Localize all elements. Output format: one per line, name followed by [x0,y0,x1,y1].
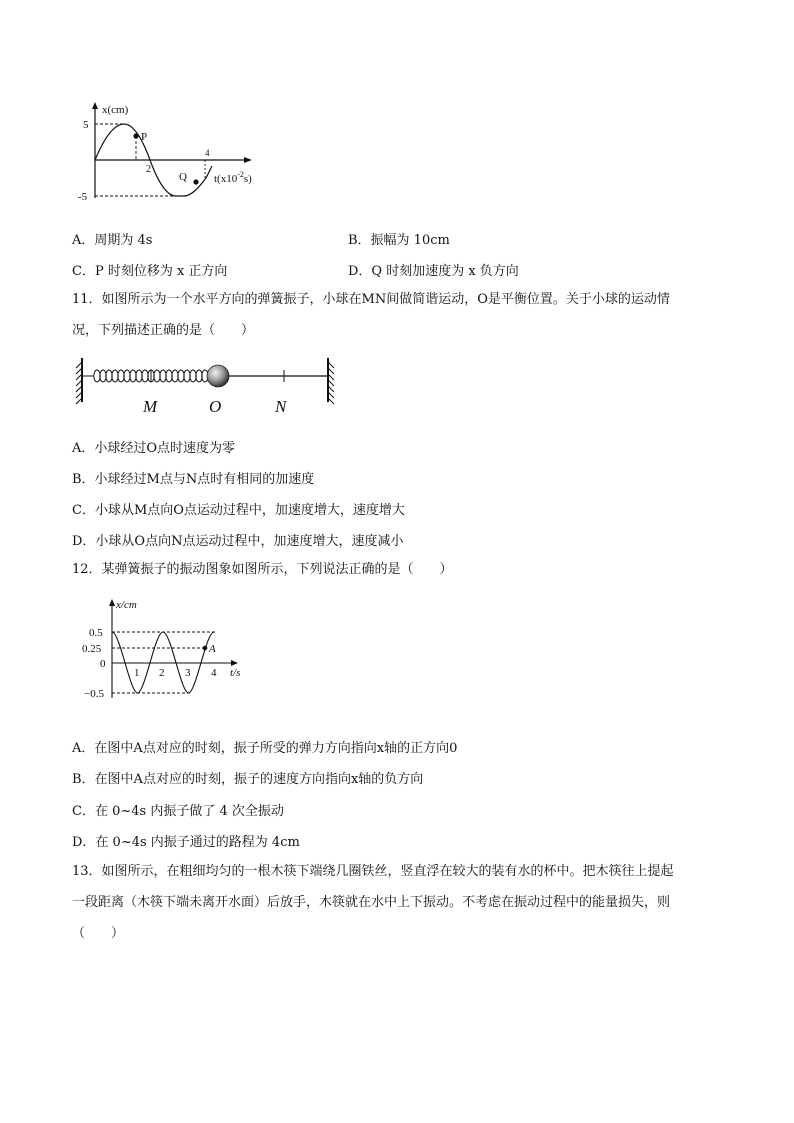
q11-option-b[interactable]: B．小球经过M点与N点时有相同的加速度 [72,472,315,487]
q12-tick-3: 3 [185,667,191,679]
q10-tick-2: 2 [146,164,151,175]
q11-stem-line1: 11．如图所示为一个水平方向的弹簧振子，小球在MN间做简谐运动，O是平衡位置。关于小球的运动情 [72,292,670,307]
q12-y-axis-label: x/cm [116,599,137,611]
q12-tick-0: 0 [100,658,106,670]
q10-option-a[interactable]: A．周期为 4s [72,233,153,248]
q10-tick-4: 4 [205,148,210,158]
q12-stem: 12．某弹簧振子的振动图象如图所示，下列说法正确的是（ ） [72,562,453,577]
q12-option-c[interactable]: C．在 0~4s 内振子做了 4 次全振动 [72,804,284,819]
q10-option-c[interactable]: C．P 时刻位移为 x 正方向 [72,264,228,279]
q11-ball [207,365,229,387]
q10-option-b[interactable]: B．振幅为 10cm [348,233,450,248]
q11-label-o: O [209,397,222,416]
q12-point-a-label: A [209,643,216,655]
q12-xt-graph [80,596,252,706]
q13-stem-line3: （ ） [72,926,125,941]
q10-x-arrow [244,157,252,163]
q11-option-a[interactable]: A．小球经过O点时速度为零 [72,441,236,456]
q12-option-a[interactable]: A．在图中A点对应的时刻，振子所受的弹力方向指向x轴的正方向0 [72,741,458,756]
q13-stem-line1: 13．如图所示，在粗细均匀的一根木筷下端绕几圈铁丝，竖直浮在较大的装有水的杯中。把木筷往上提起 [72,864,674,879]
q11-label-n: N [275,397,287,416]
q12-tick-025: 0.25 [82,643,102,655]
q12-point-a-dot [203,646,208,651]
q10-point-p-dot [133,133,138,138]
q12-tick-neg05: −0.5 [84,688,104,700]
q10-tick-5: 5 [83,119,89,131]
q12-option-b[interactable]: B．在图中A点对应的时刻，振子的速度方向指向x轴的负方向 [72,772,424,787]
q12-y-arrow [109,599,115,606]
q10-y-axis-label: x(cm) [102,104,129,116]
q11-label-m: M [143,397,158,416]
q10-option-d[interactable]: D．Q 时刻加速度为 x 负方向 [348,264,519,279]
q12-tick-2: 2 [159,667,165,679]
q10-y-arrow [92,102,98,109]
q10-point-q-label: Q [179,171,187,183]
q13-stem-line2: 一段距离（木筷下端未离开水面）后放手，木筷就在水中上下振动。不考虑在振动过程中的能量损失，则 [72,895,671,910]
q11-option-c[interactable]: C．小球从M点向O点运动过程中，加速度增大，速度增大 [72,503,405,518]
q12-x-axis-label: t/s [230,667,241,679]
q10-x-axis-label: $t(x10^{-2}s)$ [214,170,252,185]
q10-xt-graph [72,100,292,212]
q11-spring-oscillator [72,354,350,420]
q11-stem-line2: 况，下列描述正确的是（ ） [72,323,255,338]
q12-x-arrow [231,660,238,666]
q12-option-d[interactable]: D．在 0~4s 内振子通过的路程为 4cm [72,835,300,850]
q10-tick-neg5: -5 [78,191,88,203]
q12-tick-1: 1 [134,667,140,679]
q11-spring [82,370,208,382]
q12-tick-4: 4 [211,667,217,679]
q10-point-q-dot [193,179,198,184]
q10-point-p-label: P [141,131,148,143]
q12-tick-05: 0.5 [89,627,103,639]
q11-option-d[interactable]: D．小球从O点向N点运动过程中，加速度增大，速度减小 [72,534,404,549]
